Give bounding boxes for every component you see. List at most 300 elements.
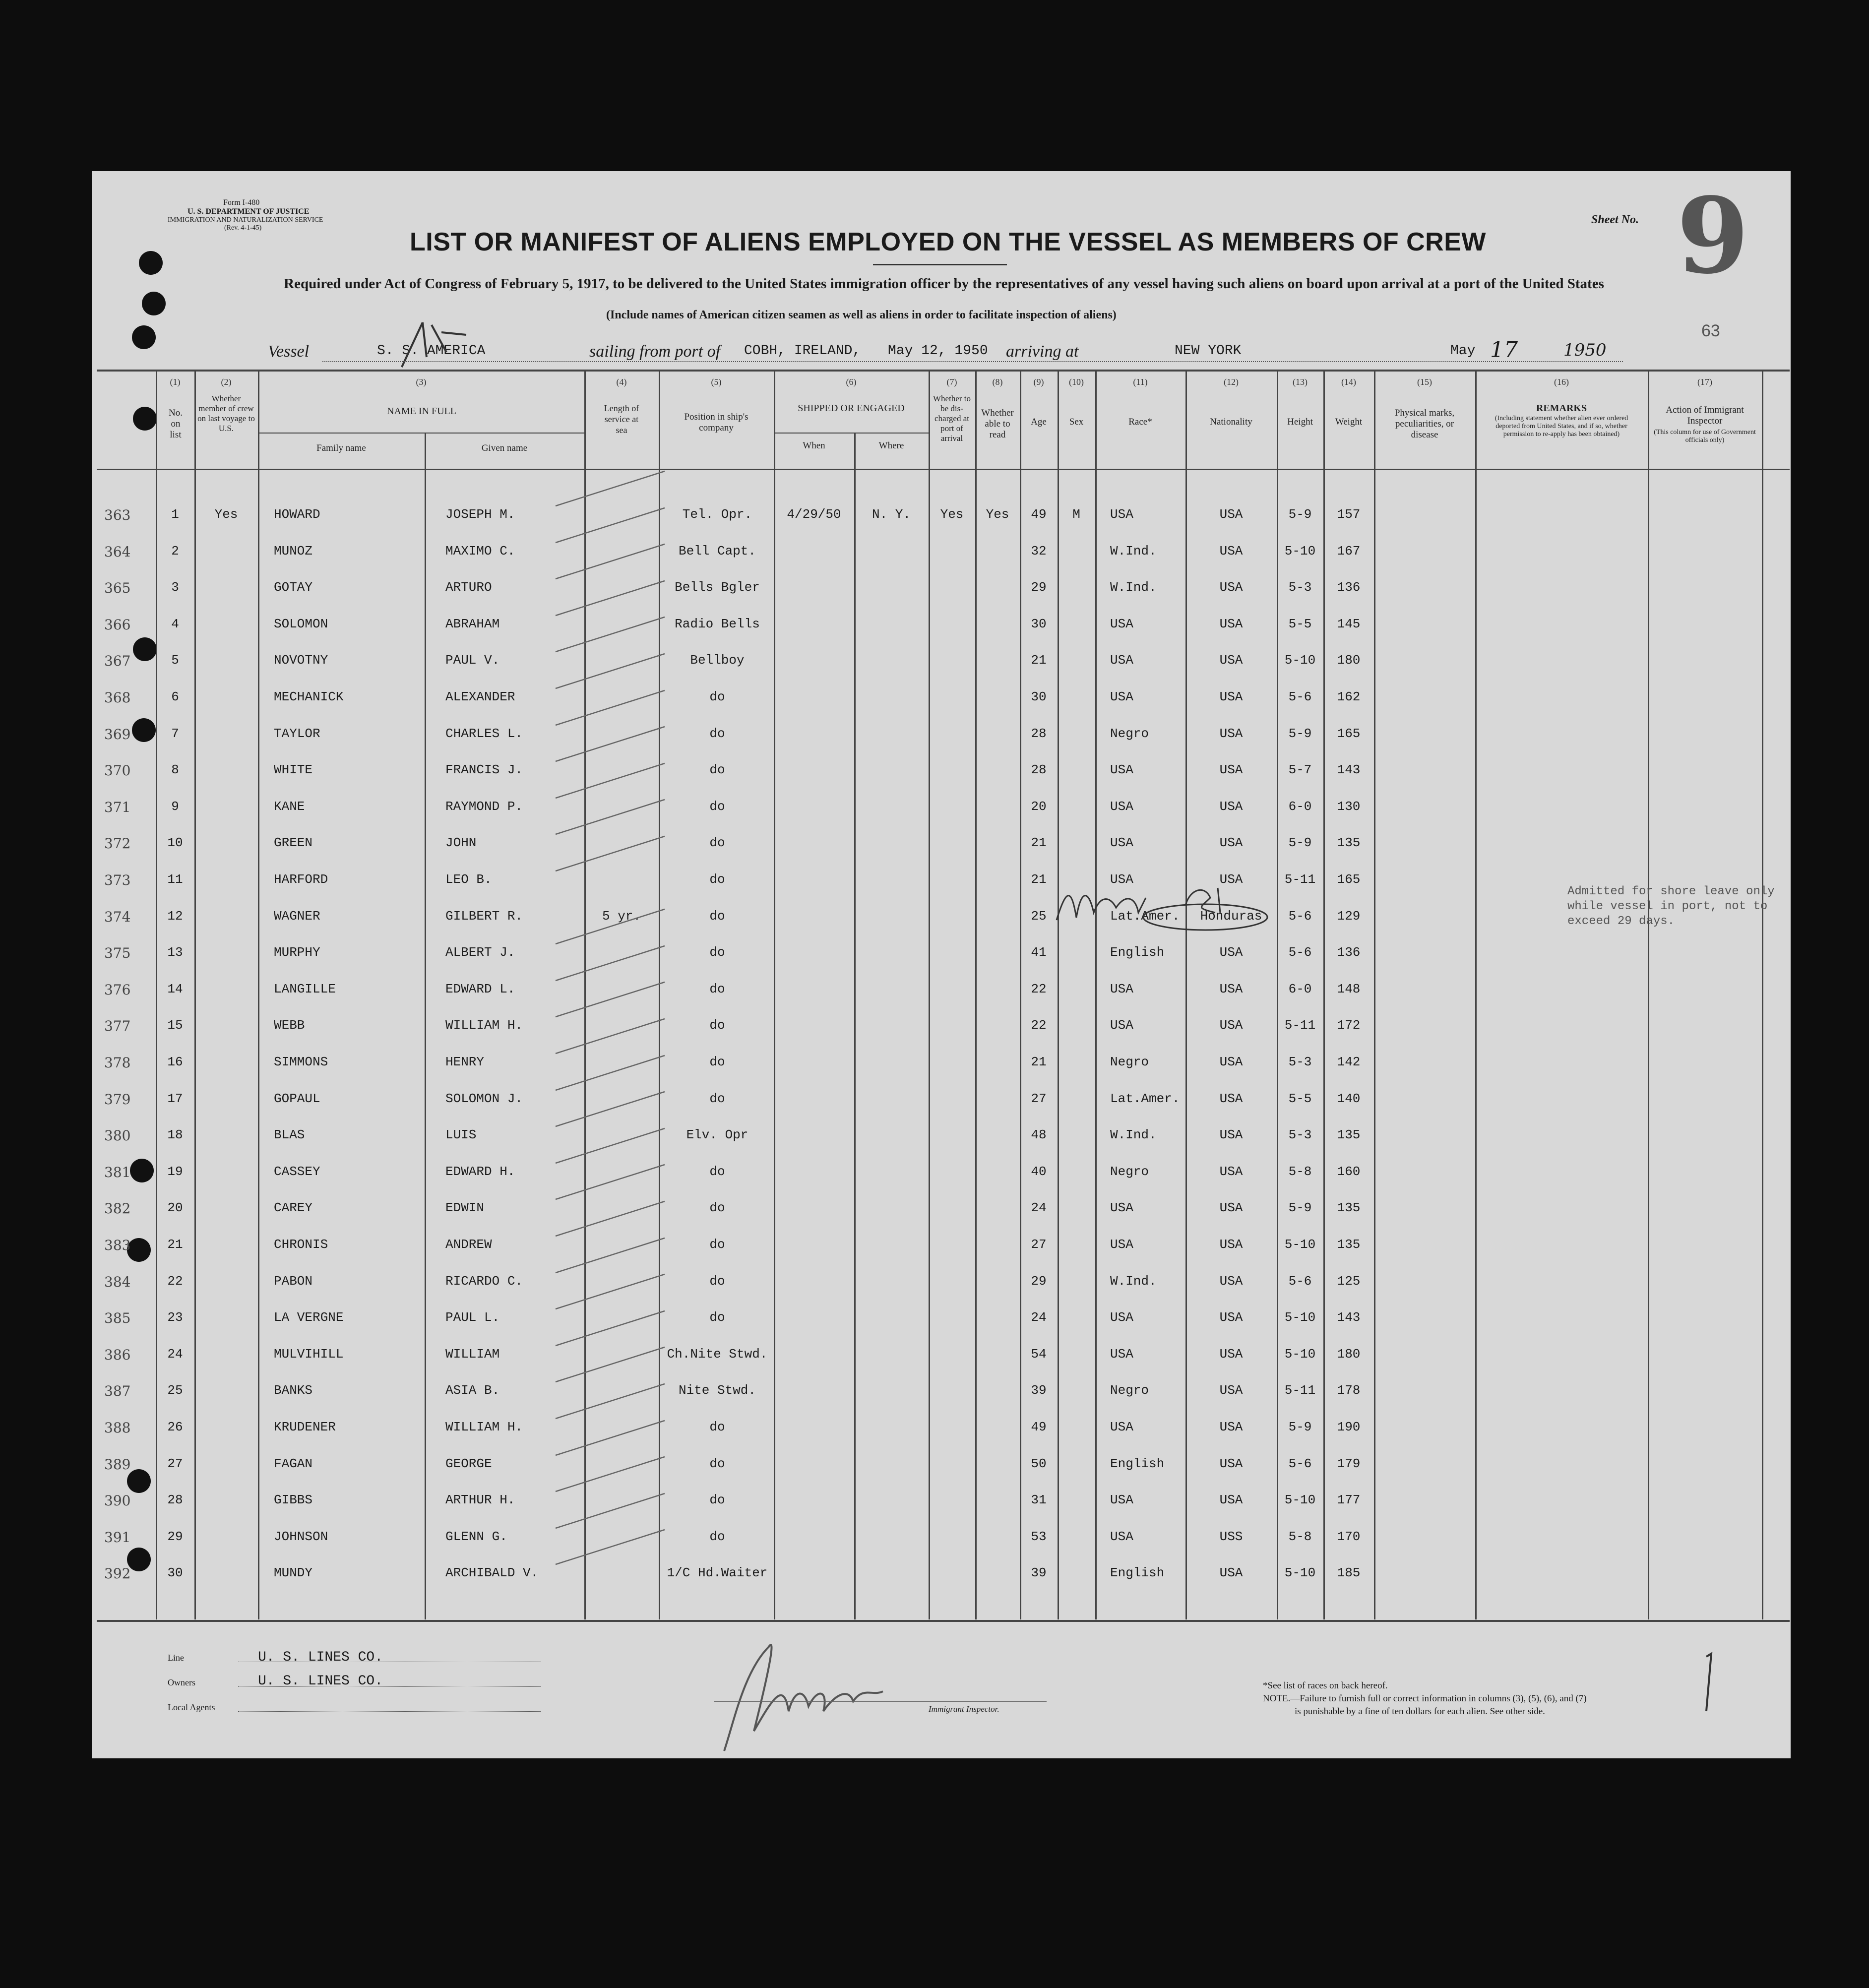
age-cell: 49 <box>1031 507 1047 522</box>
manifest-line-number: 371 <box>104 799 131 815</box>
family-name-cell: LA VERGNE <box>274 1310 344 1325</box>
weight-cell: 125 <box>1337 1274 1361 1289</box>
weight-cell: 157 <box>1337 507 1361 522</box>
penalty-note-2: is punishable by a fine of ten dollars for each alien. See other side. <box>1295 1706 1545 1717</box>
given-name-cell: WILLIAM H. <box>445 1018 523 1033</box>
weight-cell: 165 <box>1337 726 1361 741</box>
weight-cell: 162 <box>1337 689 1361 704</box>
family-name-cell: GOPAUL <box>274 1091 320 1106</box>
header-action: Action of Immigrant Inspector <box>1666 405 1744 426</box>
service-column-strokes <box>546 456 675 1587</box>
given-name-cell: CHARLES L. <box>445 726 523 741</box>
age-cell: 21 <box>1031 1055 1047 1069</box>
row-number: 25 <box>167 1383 183 1398</box>
nationality-cell: USA <box>1219 1347 1243 1362</box>
family-name-cell: MULVIHILL <box>274 1347 344 1362</box>
manifest-line-number: 383 <box>104 1237 131 1253</box>
column-number: (12) <box>1224 377 1239 387</box>
family-name-cell: CASSEY <box>274 1164 320 1179</box>
age-cell: 31 <box>1031 1492 1047 1507</box>
family-name-cell: PABON <box>274 1274 313 1289</box>
given-name-cell: LUIS <box>445 1127 477 1142</box>
position-cell: Bellboy <box>690 653 745 668</box>
race-cell: USA <box>1110 507 1133 522</box>
departure-port: COBH, IRELAND, <box>744 343 861 359</box>
manifest-line-number: 369 <box>104 726 131 743</box>
arriving-label: arriving at <box>1006 342 1079 361</box>
position-cell: do <box>709 1237 725 1252</box>
weight-cell: 136 <box>1337 580 1361 595</box>
position-cell: do <box>709 762 725 777</box>
race-cell: W.Ind. <box>1110 1127 1157 1142</box>
age-cell: 22 <box>1031 982 1047 996</box>
row-number: 13 <box>167 945 183 960</box>
age-cell: 28 <box>1031 762 1047 777</box>
weight-cell: 129 <box>1337 909 1361 924</box>
weight-cell: 143 <box>1337 1310 1361 1325</box>
age-cell: 21 <box>1031 872 1047 887</box>
height-cell: 5-3 <box>1288 580 1312 595</box>
manifest-line-number: 370 <box>104 762 131 779</box>
weight-cell: 148 <box>1337 982 1361 996</box>
weight-cell: 179 <box>1337 1456 1361 1471</box>
height-cell: 5-6 <box>1288 1274 1312 1289</box>
race-cell: Lat.Amer. <box>1110 1091 1180 1106</box>
height-cell: 5-6 <box>1288 945 1312 960</box>
sheet-label: Sheet No. <box>1591 213 1639 226</box>
column-rule <box>194 370 196 1619</box>
race-cell: USA <box>1110 689 1133 704</box>
punch-hole <box>132 325 156 349</box>
column-number: (6) <box>846 377 857 387</box>
position-cell: do <box>709 945 725 960</box>
row-number: 6 <box>171 689 179 704</box>
column-number: (15) <box>1417 377 1432 387</box>
header-sex: Sex <box>1069 417 1084 427</box>
row-number: 16 <box>167 1055 183 1069</box>
family-name-cell: MURPHY <box>274 945 320 960</box>
manifest-line-number: 374 <box>104 909 131 925</box>
punch-hole <box>127 1469 151 1493</box>
manifest-line-number: 389 <box>104 1456 131 1473</box>
given-name-cell: ASIA B. <box>445 1383 500 1398</box>
age-cell: 21 <box>1031 653 1047 668</box>
header-able-read: Whether able to read <box>981 408 1014 440</box>
position-cell: Elv. Opr <box>686 1127 748 1142</box>
family-name-cell: MUNOZ <box>274 544 313 559</box>
nationality-cell: USA <box>1219 982 1243 996</box>
column-number: (5) <box>711 377 722 387</box>
height-cell: 6-0 <box>1288 982 1312 996</box>
nationality-cell: USA <box>1219 617 1243 631</box>
crew-member-cell: Yes <box>214 507 238 522</box>
row-number: 3 <box>171 580 179 595</box>
age-cell: 29 <box>1031 580 1047 595</box>
age-cell: 39 <box>1031 1565 1047 1580</box>
race-cell: Negro <box>1110 726 1149 741</box>
column-number: (16) <box>1554 377 1569 387</box>
nationality-cell: USA <box>1219 544 1243 559</box>
weight-cell: 170 <box>1337 1529 1361 1544</box>
nationality-cell: USA <box>1219 1018 1243 1033</box>
header-position: Position in ship's company <box>684 412 748 433</box>
vessel-line-rule <box>322 361 1623 362</box>
height-cell: 5-9 <box>1288 835 1312 850</box>
manifest-line-number: 365 <box>104 580 131 596</box>
column-rule <box>854 433 856 1619</box>
agents-label: Local Agents <box>168 1702 215 1712</box>
position-cell: do <box>709 835 725 850</box>
punch-hole <box>139 251 163 275</box>
age-cell: 24 <box>1031 1310 1047 1325</box>
row-number: 20 <box>167 1200 183 1215</box>
form-number: Form I-480 <box>223 198 260 207</box>
age-cell: 24 <box>1031 1200 1047 1215</box>
age-cell: 53 <box>1031 1529 1047 1544</box>
position-cell: do <box>709 1164 725 1179</box>
row-number: 23 <box>167 1310 183 1325</box>
family-name-cell: GREEN <box>274 835 313 850</box>
race-cell: USA <box>1110 835 1133 850</box>
nationality-cell: USA <box>1219 1237 1243 1252</box>
race-cell: USA <box>1110 982 1133 996</box>
height-cell: 5-10 <box>1284 1347 1316 1362</box>
shipped-subheader-rule <box>774 433 929 434</box>
nationality-cell: USA <box>1219 580 1243 595</box>
position-cell: do <box>709 1529 725 1544</box>
nationality-cell: USA <box>1219 1456 1243 1471</box>
given-name-cell: ARTHUR H. <box>445 1492 515 1507</box>
vessel-label: Vessel <box>268 342 310 361</box>
race-cell: English <box>1110 1456 1165 1471</box>
column-rule <box>1095 370 1097 1619</box>
inspector-label: Immigrant Inspector. <box>929 1704 999 1714</box>
position-cell: do <box>709 799 725 814</box>
family-name-cell: CAREY <box>274 1200 313 1215</box>
column-rule <box>1058 370 1059 1619</box>
age-cell: 21 <box>1031 835 1047 850</box>
revision: (Rev. 4-1-45) <box>224 224 262 232</box>
row-number: 9 <box>171 799 179 814</box>
family-name-cell: HARFORD <box>274 872 328 887</box>
height-cell: 5-6 <box>1288 909 1312 924</box>
given-name-cell: GLENN G. <box>445 1529 507 1544</box>
weight-cell: 178 <box>1337 1383 1361 1398</box>
manifest-line-number: 364 <box>104 544 131 560</box>
weight-cell: 185 <box>1337 1565 1361 1580</box>
race-cell: USA <box>1110 653 1133 668</box>
position-cell: do <box>709 1310 725 1325</box>
position-cell: do <box>709 1420 725 1434</box>
column-number: (13) <box>1293 377 1308 387</box>
manifest-line-number: 378 <box>104 1055 131 1071</box>
nationality-cell: USA <box>1219 1383 1243 1398</box>
column-number: (11) <box>1133 377 1148 387</box>
age-cell: 29 <box>1031 1274 1047 1289</box>
department: U. S. DEPARTMENT OF JUSTICE <box>187 207 310 216</box>
race-cell: English <box>1110 945 1165 960</box>
age-cell: 50 <box>1031 1456 1047 1471</box>
nationality-cell: USA <box>1219 1127 1243 1142</box>
name-subheader-rule <box>258 433 585 434</box>
race-cell: USA <box>1110 872 1133 887</box>
manifest-line-number: 380 <box>104 1127 131 1144</box>
family-name-cell: WHITE <box>274 762 313 777</box>
nationality-cell: USA <box>1219 689 1243 704</box>
race-cell: USA <box>1110 799 1133 814</box>
race-cell: Negro <box>1110 1055 1149 1069</box>
header-no-on-list: No. on list <box>169 408 183 440</box>
header-remarks: REMARKS <box>1536 403 1587 414</box>
height-cell: 5-9 <box>1288 507 1312 522</box>
column-number: (2) <box>221 377 232 387</box>
given-name-cell: EDWARD L. <box>445 982 515 996</box>
manifest-line-number: 391 <box>104 1529 131 1546</box>
height-cell: 5-6 <box>1288 689 1312 704</box>
race-cell: USA <box>1110 762 1133 777</box>
family-name-cell: BLAS <box>274 1127 305 1142</box>
nationality-cell: USA <box>1219 762 1243 777</box>
weight-cell: 177 <box>1337 1492 1361 1507</box>
column-number: (14) <box>1341 377 1356 387</box>
row-number: 26 <box>167 1420 183 1434</box>
position-cell: do <box>709 1018 725 1033</box>
height-cell: 5-9 <box>1288 1420 1312 1434</box>
column-number: (1) <box>170 377 181 387</box>
given-name-cell: FRANCIS J. <box>445 762 523 777</box>
arrival-day: 17 <box>1490 337 1518 363</box>
header-given-name: Given name <box>481 443 528 453</box>
height-cell: 5-10 <box>1284 544 1316 559</box>
column-rule <box>1475 370 1477 1619</box>
nationality-cell: USA <box>1219 835 1243 850</box>
row-number: 14 <box>167 982 183 996</box>
position-cell: Bell Capt. <box>678 544 756 559</box>
header-length-service: Length of service at sea <box>604 403 639 435</box>
remark-line-2: while vessel in port, not to <box>1567 900 1768 913</box>
race-cell: Lat.Amer. <box>1110 909 1180 924</box>
family-name-cell: WEBB <box>274 1018 305 1033</box>
position-cell: do <box>709 872 725 887</box>
row-number: 11 <box>167 872 183 887</box>
age-cell: 49 <box>1031 1420 1047 1434</box>
service: IMMIGRATION AND NATURALIZATION SERVICE <box>168 216 323 224</box>
remark-line-3: exceed 29 days. <box>1567 915 1675 928</box>
age-cell: 32 <box>1031 544 1047 559</box>
weight-cell: 135 <box>1337 1127 1361 1142</box>
height-cell: 5-8 <box>1288 1529 1312 1544</box>
position-cell: Tel. Opr. <box>682 507 752 522</box>
position-cell: do <box>709 726 725 741</box>
height-cell: 5-10 <box>1284 1310 1316 1325</box>
header-nationality: Nationality <box>1210 417 1252 427</box>
column-rule <box>425 433 426 1619</box>
column-rule <box>929 370 930 1619</box>
shipped-where-cell: N. Y. <box>872 507 911 522</box>
row-number: 1 <box>171 507 179 522</box>
column-rule <box>774 370 775 1619</box>
position-cell: do <box>709 1091 725 1106</box>
given-name-cell: PAUL V. <box>445 653 500 668</box>
family-name-cell: GOTAY <box>274 580 313 595</box>
position-cell: do <box>709 1274 725 1289</box>
column-rule <box>975 370 977 1619</box>
race-cell: English <box>1110 1565 1165 1580</box>
table-top-rule <box>97 370 1790 372</box>
weight-cell: 167 <box>1337 544 1361 559</box>
column-number: (10) <box>1069 377 1084 387</box>
weight-cell: 180 <box>1337 653 1361 668</box>
header-discharged: Whether to be dis-charged at port of arrival <box>933 394 971 443</box>
race-cell: W.Ind. <box>1110 544 1157 559</box>
row-number: 4 <box>171 617 179 631</box>
punch-hole <box>142 292 166 315</box>
manifest-line-number: 376 <box>104 982 131 998</box>
weight-cell: 135 <box>1337 835 1361 850</box>
race-cell: W.Ind. <box>1110 1274 1157 1289</box>
form-subtitle: Required under Act of Congress of February 5, 1917, to be delivered to the United States immigration officer by the representatives of any vessel having such aliens on board upon arrival at a port of the United States <box>284 276 1604 292</box>
header-weight: Weight <box>1335 417 1363 427</box>
header-shipped: SHIPPED OR ENGAGED <box>798 403 905 414</box>
age-cell: 22 <box>1031 1018 1047 1033</box>
family-name-cell: FAGAN <box>274 1456 313 1471</box>
given-name-cell: HENRY <box>445 1055 485 1069</box>
race-cell: USA <box>1110 1492 1133 1507</box>
family-name-cell: KANE <box>274 799 305 814</box>
weight-cell: 172 <box>1337 1018 1361 1033</box>
weight-cell: 190 <box>1337 1420 1361 1434</box>
race-cell: W.Ind. <box>1110 580 1157 595</box>
row-number: 10 <box>167 835 183 850</box>
row-number: 24 <box>167 1347 183 1362</box>
weight-cell: 136 <box>1337 945 1361 960</box>
manifest-line-number: 392 <box>104 1565 131 1582</box>
family-name-cell: SOLOMON <box>274 617 328 631</box>
manifest-line-number: 390 <box>104 1492 131 1509</box>
given-name-cell: SOLOMON J. <box>445 1091 523 1106</box>
age-cell: 40 <box>1031 1164 1047 1179</box>
header-family-name: Family name <box>316 443 366 453</box>
nationality-cell: USA <box>1219 1200 1243 1215</box>
sex-cell: M <box>1072 507 1080 522</box>
given-name-cell: JOSEPH M. <box>445 507 515 522</box>
manifest-line-number: 373 <box>104 872 131 888</box>
nationality-cell: USA <box>1219 1492 1243 1507</box>
race-cell: USA <box>1110 1310 1133 1325</box>
family-name-cell: SIMMONS <box>274 1055 328 1069</box>
race-cell: USA <box>1110 1018 1133 1033</box>
column-number: (17) <box>1697 377 1712 387</box>
row-number: 7 <box>171 726 179 741</box>
inspector-signature <box>714 1612 903 1761</box>
height-cell: 5-10 <box>1284 1237 1316 1252</box>
nationality-cell: USA <box>1219 1310 1243 1325</box>
position-cell: do <box>709 1200 725 1215</box>
manifest-line-number: 363 <box>104 507 131 523</box>
age-cell: 48 <box>1031 1127 1047 1142</box>
header-member-last-voyage: Whether member of crew on last voyage to U.S. <box>197 394 255 433</box>
height-cell: 5-11 <box>1284 872 1316 887</box>
row-number: 17 <box>167 1091 183 1106</box>
service-length-cell: 5 yr. <box>602 909 641 924</box>
given-name-cell: MAXIMO C. <box>445 544 515 559</box>
nationality-cell: USA <box>1219 507 1243 522</box>
column-rule <box>1648 370 1649 1619</box>
given-name-cell: LEO B. <box>445 872 492 887</box>
position-cell: do <box>709 1492 725 1507</box>
header-race: Race* <box>1128 417 1152 427</box>
nationality-cell: USA <box>1219 945 1243 960</box>
inspector-rule <box>714 1701 1047 1702</box>
manifest-line-number: 379 <box>104 1091 131 1108</box>
given-name-cell: RICARDO C. <box>445 1274 523 1289</box>
column-number: (4) <box>616 377 627 387</box>
manifest-line-number: 382 <box>104 1200 131 1217</box>
height-cell: 5-10 <box>1284 1565 1316 1580</box>
nationality-cell: USA <box>1219 799 1243 814</box>
header-when: When <box>803 440 825 451</box>
sheet-number: 9 <box>1677 175 1749 297</box>
age-cell: 25 <box>1031 909 1047 924</box>
row-number: 2 <box>171 544 179 559</box>
height-cell: 6-0 <box>1288 799 1312 814</box>
nationality-cell: USA <box>1219 653 1243 668</box>
given-name-cell: JOHN <box>445 835 477 850</box>
race-cell: Negro <box>1110 1164 1149 1179</box>
vessel-name: S. S. AMERICA <box>377 343 486 359</box>
position-cell: Bells Bgler <box>675 580 760 595</box>
position-cell: do <box>709 1456 725 1471</box>
height-cell: 5-3 <box>1288 1127 1312 1142</box>
title-underline <box>873 264 1007 265</box>
age-cell: 39 <box>1031 1383 1047 1398</box>
weight-cell: 142 <box>1337 1055 1361 1069</box>
row-number: 30 <box>167 1565 183 1580</box>
race-cell: USA <box>1110 617 1133 631</box>
family-name-cell: NOVOTNY <box>274 653 328 668</box>
page-title: LIST OR MANIFEST OF ALIENS EMPLOYED ON THE VESSEL AS MEMBERS OF CREW <box>410 228 1486 256</box>
penalty-note-1: NOTE.—Failure to furnish full or correct information in columns (3), (5), (6), and (7) <box>1263 1693 1587 1704</box>
row-number: 5 <box>171 653 179 668</box>
given-name-cell: ARTURO <box>445 580 492 595</box>
row-number: 15 <box>167 1018 183 1033</box>
column-number: (7) <box>946 377 957 387</box>
position-cell: Radio Bells <box>675 617 760 631</box>
age-cell: 27 <box>1031 1091 1047 1106</box>
arrival-year: 1950 <box>1563 340 1607 360</box>
nationality-cell: USA <box>1219 1164 1243 1179</box>
nationality-cell: USA <box>1219 1420 1243 1434</box>
weight-cell: 143 <box>1337 762 1361 777</box>
remark-line-1: Admitted for shore leave only <box>1567 885 1775 898</box>
row-number: 22 <box>167 1274 183 1289</box>
manifest-line-number: 384 <box>104 1274 131 1290</box>
given-name-cell: GEORGE <box>445 1456 492 1471</box>
family-name-cell: CHRONIS <box>274 1237 328 1252</box>
manifest-line-number: 387 <box>104 1383 131 1399</box>
shipped-when-cell: 4/29/50 <box>787 507 841 522</box>
given-name-cell: RAYMOND P. <box>445 799 523 814</box>
given-name-cell: EDWIN <box>445 1200 485 1215</box>
nationality-cell: USS <box>1219 1529 1243 1544</box>
age-cell: 30 <box>1031 689 1047 704</box>
header-remarks-note: (Including statement whether alien ever ordered deported from United States, and if so, whether permission to re-apply has been obtained) <box>1495 415 1628 438</box>
column-number: (8) <box>992 377 1003 387</box>
weight-cell: 180 <box>1337 1347 1361 1362</box>
position-cell: do <box>709 1055 725 1069</box>
weight-cell: 140 <box>1337 1091 1361 1106</box>
family-name-cell: MUNDY <box>274 1565 313 1580</box>
